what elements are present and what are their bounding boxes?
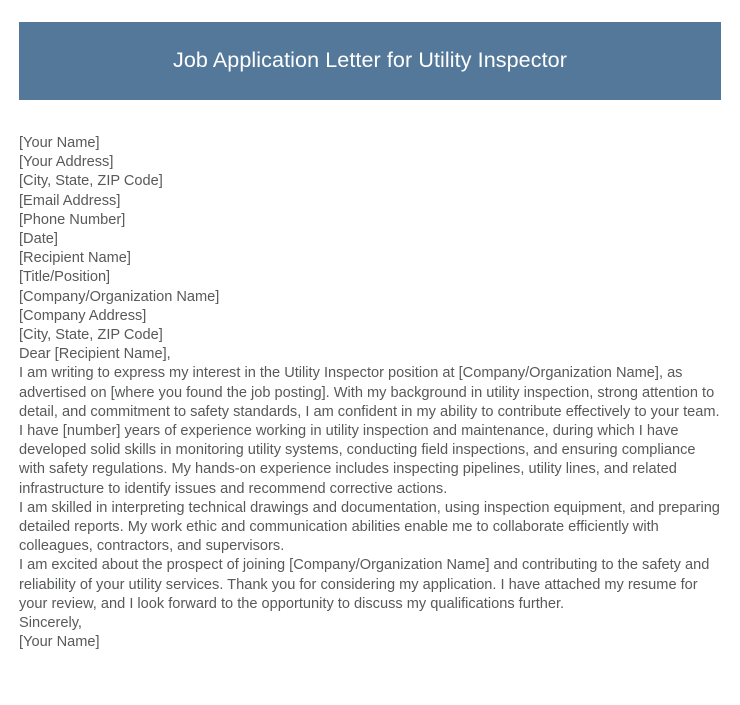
recipient-line: [Recipient Name]	[19, 250, 131, 267]
document-header-banner	[19, 22, 721, 100]
sender-line: [City, State, ZIP Code]	[19, 173, 163, 190]
recipient-address-block	[19, 249, 723, 345]
sender-line: [Your Name]	[19, 135, 100, 151]
body-paragraph: I have [number] years of experience working in utility inspection and maintenance, during which I have developed solid skills in monitoring utility systems, conducting field inspections, and ensuring compliance with safety regulations. My hands-on experience includes inspecting pipelines, utility lines, and related infrastructure to identify issues and recommend corrective actions.	[19, 423, 696, 497]
recipient-line: [Title/Position]	[19, 269, 111, 286]
salutation: Dear [Recipient Name],	[19, 346, 171, 363]
body-paragraph: I am excited about the prospect of joining [Company/Organization Name] and contributing to the safety and reliability of your utility services. Thank you for considering my application. I have attached my resume for your review, and I look forward to the opportunity to discuss my qualifications further.	[19, 557, 710, 612]
recipient-line: [City, State, ZIP Code]	[19, 327, 163, 344]
recipient-line: [Company/Organization Name]	[19, 288, 220, 305]
recipient-line: [Company Address]	[19, 307, 147, 324]
closing-line: Sincerely,	[19, 615, 82, 632]
page-title: Job Application Letter for Utility Inspector	[173, 48, 567, 73]
signature-line: [Your Name]	[19, 634, 100, 651]
body-paragraph: I am skilled in interpreting technical drawings and documentation, using inspection equipment, and preparing detailed reports. My work ethic and communication abilities enable me to collaborate efficiently with colleagues, contractors, and supervisors.	[19, 499, 720, 555]
sender-address-block	[19, 134, 723, 249]
sender-line: [Date]	[19, 231, 58, 248]
body-paragraph: I am writing to express my interest in the Utility Inspector position at [Company/Organization Name], as advertised on [where you found the job posting]. With my background in utility inspection, strong attention to detail, and commitment to safety standards, I am confident in my ability to contribute effectively to your team.	[19, 365, 720, 420]
sender-line: [Email Address]	[19, 192, 121, 209]
sender-line: [Phone Number]	[19, 211, 126, 228]
sender-line: [Your Address]	[19, 154, 114, 171]
letter-body	[19, 134, 723, 652]
